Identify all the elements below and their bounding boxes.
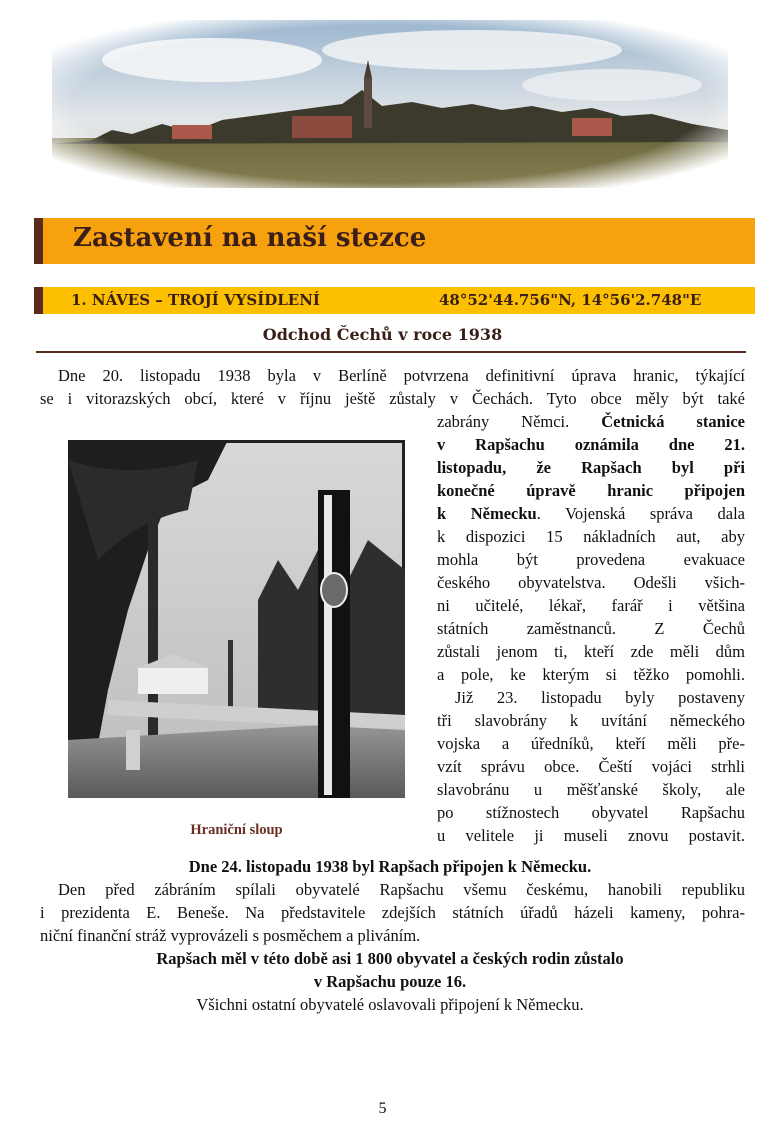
stop-label: 1. NÁVES – TROJÍ VYSÍDLENÍ (71, 291, 320, 309)
paragraph-line: niční finanční stráž vyprovázeli s posměchem a pliváním. (40, 926, 421, 945)
paragraph-line: se i vitorazských obcí, které v říjnu ještě zůstaly v Čechách. Tyto obce měly být také (40, 389, 745, 408)
stop-header (34, 287, 755, 314)
column-bold-text: Četnická stanice (601, 412, 746, 431)
border-post-photo (68, 440, 405, 798)
column-line: slavobránu u měšťanské školy, ale (437, 780, 745, 799)
paragraph-line: Den před zábráním spílali obyvatelé Rapšachu všemu českému, hanobili republiku (58, 880, 745, 899)
summary-line: v Rapšachu pouze 16. (313, 972, 467, 991)
stop-coordinates: 48°52'44.756"N, 14°56'2.748"E (439, 291, 702, 309)
column-line: mohla být provedena evakuace (437, 550, 745, 569)
column-line: vzít správu obce. Čeští vojáci strhli (437, 757, 745, 776)
column-text: . Vojenská správa dala (536, 504, 745, 523)
bold-statement: Dne 24. listopadu 1938 byl Rapšach připojen k Německu. (188, 857, 592, 876)
column-line: ni učitelé, lékař, farář i většina (437, 596, 745, 615)
column-line: po stížnostech obyvatel Rapšachu (437, 803, 745, 822)
column-line (437, 410, 745, 433)
section-header (34, 218, 755, 264)
column-line: českého obyvatelstva. Odešli všich- (437, 573, 745, 592)
column-line: listopadu, že Rapšach byl při (437, 458, 745, 477)
banner-photo (52, 20, 728, 188)
paragraph-line: i prezidenta E. Beneše. Na představitele zdejších státních úřadů házeli kameny, pohra- (40, 903, 745, 922)
divider (36, 351, 746, 353)
column-line: a pole, ke kterým si těžko pomohli. (437, 665, 745, 684)
closing-line: Všichni ostatní obyvatelé oslavovali připojení k Německu. (196, 995, 584, 1014)
photo-caption: Hraniční sloup (190, 822, 283, 838)
subheading: Odchod Čechů v roce 1938 (262, 325, 503, 344)
column-line: konečné úpravě hranic připojen (437, 481, 745, 500)
column-line: vojska a úředníků, kteří měli pře- (437, 734, 745, 753)
column-line: u velitele ji museli znovu postavit. (437, 826, 745, 845)
column-text: zabrány Němci. (437, 412, 570, 431)
paragraph-line: Dne 20. listopadu 1938 byla v Berlíně potvrzena definitivní úprava hranic, týkající (58, 366, 745, 385)
column-line (437, 502, 745, 525)
column-line: zůstali jenom ti, kteří zde měli dům (437, 642, 745, 661)
summary-line: Rapšach měl v této době asi 1 800 obyvatel a českých rodin zůstalo (156, 949, 624, 968)
column-line: tři slavobrány k uvítání německého (437, 711, 745, 730)
column-bold-text: k Německu (437, 504, 537, 523)
column-line: Již 23. listopadu byly postaveny (455, 688, 745, 707)
page-number: 5 (378, 1100, 387, 1117)
section-title: Zastavení na naší stezce (73, 223, 427, 253)
column-line: státních zaměstnanců. Z Čechů (437, 619, 745, 638)
column-line: k dispozici 15 nákladních aut, aby (437, 527, 745, 546)
column-line: v Rapšachu oznámila dne 21. (437, 435, 745, 454)
